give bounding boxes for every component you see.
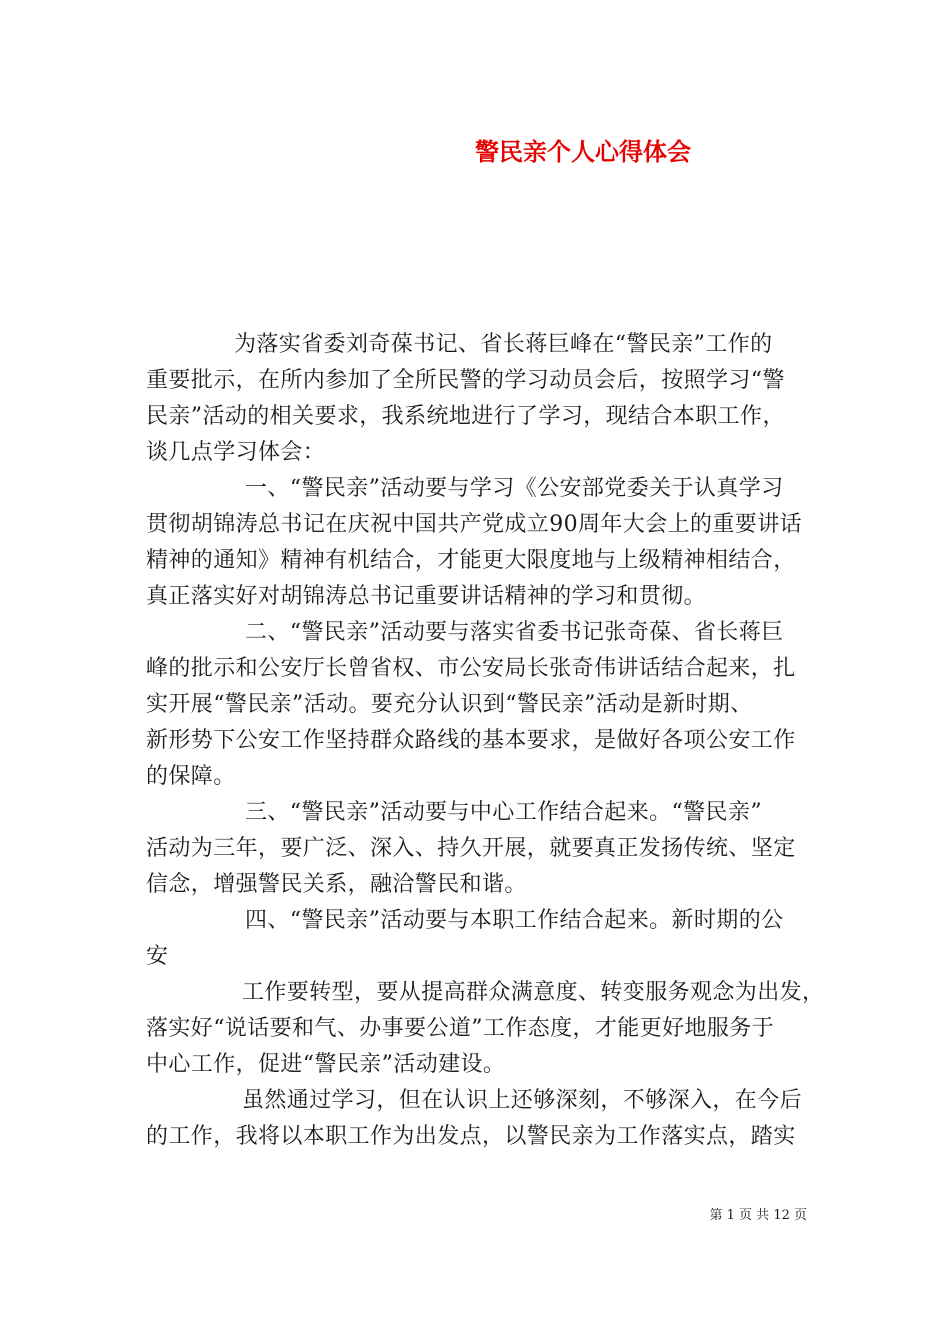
- body-line: 真正落实好对胡锦涛总书记重要讲话精神的学习和贯彻。: [146, 584, 707, 609]
- body-line: 四、“警民亲”活动要与本职工作结合起来。新时期的公: [245, 908, 784, 933]
- body-line: 峰的批示和公安厅长曾省权、市公安局长张奇伟讲话结合起来，扎: [146, 656, 796, 681]
- body-line: 为落实省委刘奇葆书记、省长蒋巨峰在“警民亲”工作的: [234, 332, 773, 357]
- body-line: 一、“警民亲”活动要与学习《公安部党委关于认真学习: [245, 476, 784, 501]
- document-title: 警民亲个人心得体会: [475, 137, 691, 166]
- page-number: 第 1 页 共 12 页: [709, 1208, 807, 1223]
- body-line: 实开展“警民亲”活动。要充分认识到“警民亲”活动是新时期、: [146, 692, 753, 717]
- body-line: 落实好“说话要和气、办事要公道”工作态度，才能更好地服务于: [146, 1016, 775, 1041]
- body-line: 信念，增强警民关系，融洽警民和谐。: [146, 872, 527, 897]
- body-line: 的保障。: [146, 764, 236, 789]
- body-line: 新形势下公安工作坚持群众路线的基本要求，是做好各项公安工作: [146, 728, 796, 753]
- body-line: 贯彻胡锦涛总书记在庆祝中国共产党成立90周年大会上的重要讲话: [146, 512, 802, 537]
- body-line: 工作要转型，要从提高群众满意度、转变服务观念为出发，: [242, 980, 825, 1005]
- body-line: 三、“警民亲”活动要与中心工作结合起来。“警民亲”: [245, 800, 762, 825]
- body-line: 民亲”活动的相关要求，我系统地进行了学习，现结合本职工作，: [146, 404, 785, 429]
- document-body: [146, 327, 825, 1155]
- body-line: 二、“警民亲”活动要与落实省委书记张奇葆、省长蒋巨: [245, 620, 784, 645]
- body-line: 中心工作，促进“警民亲”活动建设。: [146, 1052, 506, 1077]
- body-line: 谈几点学习体会：: [146, 440, 326, 465]
- body-line: 虽然通过学习，但在认识上还够深刻，不够深入，在今后: [242, 1088, 803, 1113]
- body-line: 重要批示，在所内参加了全所民警的学习动员会后，按照学习“警: [146, 368, 785, 393]
- body-line: 精神的通知》精神有机结合，才能更大限度地与上级精神相结合，: [146, 548, 796, 573]
- body-line: 活动为三年，要广泛、深入、持久开展，就要真正发扬传统、坚定: [146, 836, 796, 861]
- body-line: 安: [146, 944, 169, 969]
- body-line: 的工作，我将以本职工作为出发点，以警民亲为工作落实点，踏实: [146, 1124, 796, 1149]
